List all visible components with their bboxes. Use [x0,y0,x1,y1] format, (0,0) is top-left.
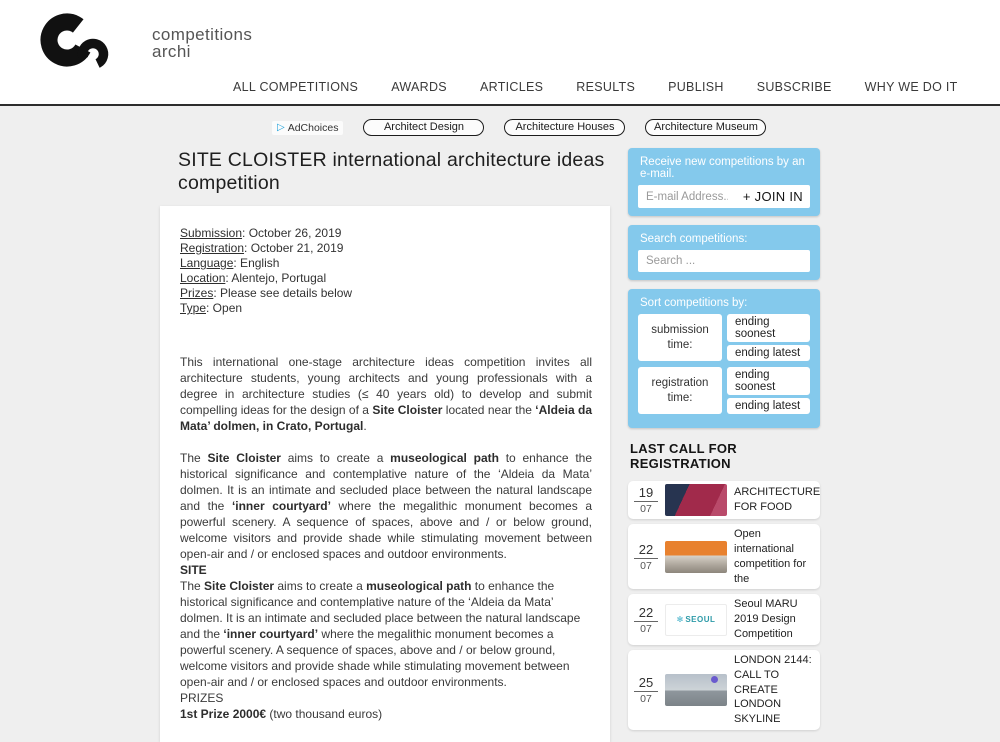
article-paragraph: The Site Cloister aims to create a museological path to enhance the historical significance and contemplative nature of the ‘Aldeia da Mata’ dolmen. It is an intimate and secluded place between the natural landscape and the ‘inner courtyard’ where the megalithic monument becomes a powerful scenery. A sequence of spaces, above and / or below ground, welcome visitors and provide shade while stimulating movement between open-air and / or enclosed spaces and outdoor environments. [180,579,581,689]
sort-group-submission-time [638,314,810,361]
lastcall-heading: LAST CALL FOR REGISTRATION [630,441,737,471]
article-paragraph: PRIZES [180,691,224,705]
competition-thumbnail-london [665,674,727,706]
competition-title: Open international competition for the [734,528,807,585]
subscribe-box [628,148,820,216]
article-paragraph: This international one-stage architecture ideas competition invites all architecture students, young architects and young professionals with a degree in architecture studies (≤ 40 years old) to develop and submit compelling ideas for the design of a Site Cloister located near the ‘Aldeia da Mata’ dolmen, in Crato, Portugal. [180,355,593,433]
nav-item-publish[interactable]: PUBLISH [668,80,724,94]
sort-label-registration-time: registration time: [638,367,722,414]
competition-thumbnail-architecture-for-food [665,484,727,516]
competition-list-item[interactable] [628,481,820,519]
sort-options [727,314,810,361]
detail-row [180,256,592,271]
ad-link-architecture-museum[interactable]: Architecture Museum [645,119,766,136]
detail-label-language[interactable]: Language [180,256,234,270]
ad-links [363,119,766,136]
subscribe-heading: Receive new competitions by an e-mail. [640,156,805,180]
sidebar [628,136,820,735]
competition-title: ARCHITECTURE FOR FOOD [734,486,821,513]
site-header [0,0,1000,106]
competition-date [634,485,658,515]
competition-thumbnail-open-international [665,541,727,573]
competition-date [634,675,658,705]
detail-row [180,286,592,301]
sort-option-registration-time-ending-soonest[interactable]: ending soonest [727,367,810,395]
competition-title: LONDON 2144: CALL TO CREATE LONDON SKYLINE [734,653,812,726]
detail-value: : English [233,256,280,270]
subscribe-bar [638,185,810,208]
article-card [160,206,610,742]
competition-list-item[interactable] [628,650,820,730]
date-month: 07 [640,503,652,515]
article-body [180,354,592,722]
detail-label-submission[interactable]: Submission [180,226,243,240]
search-input[interactable] [638,250,810,272]
ad-bar [272,119,1000,136]
detail-label-prizes[interactable]: Prizes [180,286,214,300]
sort-option-registration-time-ending-latest[interactable]: ending latest [727,398,810,414]
detail-value: : October 26, 2019 [242,226,342,240]
sort-groups [638,314,810,414]
page-title: SITE CLOISTER international architecture ideas competition [178,149,605,194]
nav-item-results[interactable]: RESULTS [576,80,636,94]
search-heading: Search competitions: [640,233,748,245]
main-content [160,136,1000,742]
ad-link-architecture-houses[interactable]: Architecture Houses [504,119,625,136]
adchoices-icon: ▷ [277,121,285,133]
ad-link-architect-design[interactable]: Architect Design [363,119,484,136]
detail-label-location[interactable]: Location [180,271,226,285]
detail-value: : Alentejo, Portugal [225,271,327,285]
sort-option-submission-time-ending-soonest[interactable]: ending soonest [727,314,810,342]
sort-heading: Sort competitions by: [640,297,748,309]
adchoices-label: AdChoices [287,121,339,134]
competition-details [180,226,592,316]
date-month: 07 [640,693,652,706]
detail-value: : October 21, 2019 [244,241,344,255]
search-box [628,225,820,280]
adchoices-link[interactable] [272,121,343,135]
detail-value: : Open [206,301,243,315]
detail-value: : Please see details below [213,286,353,300]
article-column [160,136,610,742]
join-in-button[interactable]: + JOIN IN [736,189,810,204]
nav-item-awards[interactable]: AWARDS [391,80,447,94]
detail-row [180,241,592,256]
detail-label-registration[interactable]: Registration [180,241,245,255]
detail-row [180,301,592,316]
date-month: 07 [640,559,652,572]
sort-group-registration-time [638,367,810,414]
competition-date [634,605,658,635]
logo-mark [40,10,158,76]
main-nav [233,80,958,94]
competition-title: Seoul MARU 2019 Design Competition [734,598,798,641]
email-field[interactable] [638,191,736,203]
date-day: 19 [634,485,658,502]
date-day: 22 [634,542,658,559]
nav-item-all-competitions[interactable]: ALL COMPETITIONS [233,80,359,94]
sort-box [628,289,820,428]
logo-line2: archi [152,42,191,61]
date-day: 25 [634,675,658,692]
date-day: 22 [634,605,658,622]
thumb-logo-text: SEOUL [685,615,716,625]
competition-date [634,542,658,572]
nav-item-why-we-do-it[interactable]: WHY WE DO IT [864,80,958,94]
detail-label-type[interactable]: Type [180,301,207,315]
sort-label-submission-time: submission time: [638,314,722,361]
sort-options [727,367,810,414]
detail-row [180,271,592,286]
article-paragraph: SITE [180,563,207,577]
thumb-logo-icon: ✻ [676,615,684,625]
site-logo[interactable] [40,10,252,76]
competition-list-item[interactable] [628,594,820,645]
logo-text [152,26,252,61]
sort-option-submission-time-ending-latest[interactable]: ending latest [727,345,810,361]
date-month: 07 [640,622,652,635]
competition-list-item[interactable] [628,524,820,589]
lastcall-list [628,481,820,730]
nav-item-subscribe[interactable]: SUBSCRIBE [756,80,832,94]
detail-row [180,226,592,241]
article-paragraph: The Site Cloister aims to create a museological path to enhance the historical significance and contemplative nature of the ‘Aldeia da Mata’ dolmen. It is an intimate and secluded place between the natural landscape and the ‘inner courtyard’ where the megalithic monument becomes a powerful scenery. A sequence of spaces, above and / or below ground, welcome visitors and provide shade while stimulating movement between open-air and / or enclosed spaces and outdoor environments. [180,451,593,561]
nav-item-articles[interactable]: ARTICLES [479,80,544,94]
paragraph-spacer [180,434,592,450]
competition-thumbnail-seoul [665,604,727,636]
article-paragraph: 1st Prize 2000€ (two thousand euros) [180,707,383,721]
logo-line1: competitions [152,24,253,44]
